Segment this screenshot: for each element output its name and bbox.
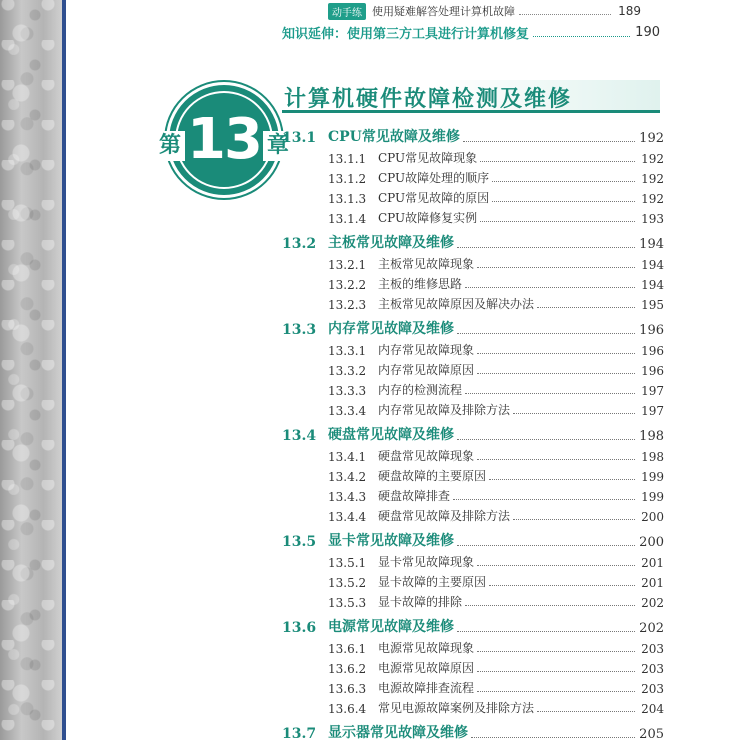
toc-subsection-row[interactable] xyxy=(282,570,664,590)
subsection-title: 内存常见故障及排除方法 xyxy=(378,403,511,417)
subsection-number: 13.4.3 xyxy=(328,490,367,504)
section-page: 194 xyxy=(639,237,664,252)
subsection-number: 13.4.4 xyxy=(328,510,367,524)
leader-dots xyxy=(513,519,635,520)
toc-section-row[interactable] xyxy=(282,418,664,444)
leader-dots xyxy=(465,287,635,288)
chapter-di-label: 第 xyxy=(155,131,185,161)
subsection-title: 硬盘常见故障及排除方法 xyxy=(378,509,511,523)
leader-dots xyxy=(477,565,635,566)
subsection-number: 13.2.1 xyxy=(328,258,367,272)
toc-subsection-row[interactable] xyxy=(282,398,664,418)
leader-dots xyxy=(465,393,635,394)
leader-dots xyxy=(489,479,635,480)
practice-text: 使用疑难解答处理计算机故障 xyxy=(372,5,515,18)
toc-subsection-row[interactable] xyxy=(282,338,664,358)
subsection-title: 硬盘故障排查 xyxy=(378,489,451,503)
leader-dots xyxy=(477,353,635,354)
leader-dots xyxy=(477,671,635,672)
chapter-badge xyxy=(158,82,289,198)
extension-entry xyxy=(282,22,660,42)
subsection-title: 主板常见故障现象 xyxy=(378,257,475,271)
subsection-number: 13.2.2 xyxy=(328,278,367,292)
toc-section-row[interactable] xyxy=(282,312,664,338)
subsection-number: 13.3.3 xyxy=(328,384,367,398)
subsection-number: 13.5.1 xyxy=(328,556,367,570)
section-page: 192 xyxy=(639,131,664,146)
subsection-title: 主板的维修思路 xyxy=(378,277,463,291)
section-page: 196 xyxy=(639,323,664,338)
toc-subsection-row[interactable] xyxy=(282,206,664,226)
extension-text: 知识延伸：使用第三方工具进行计算机修复 xyxy=(282,26,530,42)
toc-section-row[interactable] xyxy=(282,120,664,146)
toc-subsection-row[interactable] xyxy=(282,272,664,292)
toc-subsection-row[interactable] xyxy=(282,166,664,186)
chapter-zhang-label: 章 xyxy=(263,131,293,161)
subsection-page: 192 xyxy=(641,192,664,206)
leader-dots xyxy=(457,247,635,248)
section-title: CPU常见故障及维修 xyxy=(328,129,460,145)
section-number: 13.7 xyxy=(282,726,317,742)
subsection-page: 193 xyxy=(641,212,664,226)
subsection-title: 内存常见故障现象 xyxy=(378,343,475,357)
subsection-page: 197 xyxy=(641,384,664,398)
toc-subsection-row[interactable] xyxy=(282,186,664,206)
leader-dots xyxy=(471,737,635,738)
subsection-page: 201 xyxy=(641,576,664,590)
subsection-page: 192 xyxy=(641,152,664,166)
leader-dots xyxy=(457,333,635,334)
extension-page: 190 xyxy=(635,24,660,40)
subsection-title: 硬盘故障的主要原因 xyxy=(378,469,487,483)
subsection-page: 199 xyxy=(641,470,664,484)
chapter-number: 13 xyxy=(187,107,261,172)
subsection-page: 200 xyxy=(641,510,664,524)
section-number: 13.3 xyxy=(282,322,317,338)
section-number: 13.1 xyxy=(282,130,317,146)
subsection-number: 13.1.1 xyxy=(328,152,367,166)
subsection-number: 13.4.1 xyxy=(328,450,367,464)
leader-dots xyxy=(537,711,635,712)
leader-dots xyxy=(533,28,630,37)
section-title: 硬盘常见故障及维修 xyxy=(328,427,454,443)
section-page: 205 xyxy=(639,727,664,742)
toc-subsection-row[interactable] xyxy=(282,146,664,166)
practice-tag: 动手练 xyxy=(328,3,366,20)
leader-dots xyxy=(457,439,635,440)
section-title: 显示器常见故障及维修 xyxy=(328,725,468,741)
leader-dots xyxy=(477,459,635,460)
subsection-number: 13.3.1 xyxy=(328,344,367,358)
subsection-number: 13.6.4 xyxy=(328,702,367,716)
toc-section-row[interactable] xyxy=(282,610,664,636)
subsection-number: 13.2.3 xyxy=(328,298,367,312)
toc-section-row[interactable] xyxy=(282,524,664,550)
subsection-title: 内存常见故障原因 xyxy=(378,363,475,377)
leader-dots xyxy=(492,201,635,202)
toc-subsection-row[interactable] xyxy=(282,252,664,272)
spine-line xyxy=(62,0,66,740)
subsection-page: 195 xyxy=(641,298,664,312)
toc-subsection-row[interactable] xyxy=(282,550,664,570)
subsection-page: 201 xyxy=(641,556,664,570)
section-number: 13.5 xyxy=(282,534,317,550)
section-title: 主板常见故障及维修 xyxy=(328,235,454,251)
table-of-contents xyxy=(282,120,664,742)
toc-subsection-row[interactable] xyxy=(282,656,664,676)
leader-dots xyxy=(492,181,635,182)
toc-subsection-row[interactable] xyxy=(282,696,664,716)
toc-subsection-row[interactable] xyxy=(282,358,664,378)
toc-subsection-row[interactable] xyxy=(282,484,664,504)
subsection-title: 常见电源故障案例及排除方法 xyxy=(378,701,535,715)
leader-dots xyxy=(519,8,611,15)
leader-dots xyxy=(513,413,635,414)
leader-dots xyxy=(457,545,635,546)
leader-dots xyxy=(477,691,635,692)
subsection-title: CPU常见故障现象 xyxy=(378,151,478,165)
subsection-title: 内存的检测流程 xyxy=(378,383,463,397)
leader-dots xyxy=(480,161,635,162)
leader-dots xyxy=(489,585,635,586)
section-title: 内存常见故障及维修 xyxy=(328,321,454,337)
section-title: 显卡常见故障及维修 xyxy=(328,533,454,549)
subsection-page: 194 xyxy=(641,258,664,272)
toc-subsection-row[interactable] xyxy=(282,378,664,398)
subsection-page: 199 xyxy=(641,490,664,504)
toc-section-row[interactable] xyxy=(282,226,664,252)
section-number: 13.4 xyxy=(282,428,317,444)
subsection-page: 203 xyxy=(641,682,664,696)
subsection-number: 13.6.1 xyxy=(328,642,367,656)
section-page: 198 xyxy=(639,429,664,444)
subsection-page: 204 xyxy=(641,702,664,716)
subsection-title: 显卡故障的排除 xyxy=(378,595,463,609)
toc-subsection-row[interactable] xyxy=(282,676,664,696)
leader-dots xyxy=(480,221,635,222)
subsection-number: 13.1.3 xyxy=(328,192,367,206)
subsection-number: 13.3.4 xyxy=(328,404,367,418)
subsection-title: 硬盘常见故障现象 xyxy=(378,449,475,463)
subsection-title: 电源常见故障现象 xyxy=(378,641,475,655)
subsection-page: 198 xyxy=(641,450,664,464)
toc-section-row[interactable] xyxy=(282,716,664,742)
subsection-page: 203 xyxy=(641,642,664,656)
subsection-title: CPU常见故障的原因 xyxy=(378,191,490,205)
section-number: 13.2 xyxy=(282,236,317,252)
section-page: 202 xyxy=(639,621,664,636)
subsection-number: 13.5.2 xyxy=(328,576,367,590)
subsection-title: 显卡常见故障现象 xyxy=(378,555,475,569)
subsection-title: 电源故障排查流程 xyxy=(378,681,475,695)
subsection-page: 192 xyxy=(641,172,664,186)
subsection-title: CPU故障处理的顺序 xyxy=(378,171,490,185)
leader-dots xyxy=(453,499,635,500)
subsection-number: 13.4.2 xyxy=(328,470,367,484)
leader-dots xyxy=(477,373,635,374)
subsection-page: 194 xyxy=(641,278,664,292)
leader-dots xyxy=(457,631,635,632)
subsection-page: 196 xyxy=(641,364,664,378)
toc-subsection-row[interactable] xyxy=(282,444,664,464)
subsection-page: 203 xyxy=(641,662,664,676)
leader-dots xyxy=(463,141,635,142)
toc-subsection-row[interactable] xyxy=(282,464,664,484)
section-title: 电源常见故障及维修 xyxy=(328,619,454,635)
subsection-page: 197 xyxy=(641,404,664,418)
subsection-number: 13.3.2 xyxy=(328,364,367,378)
subsection-title: 主板常见故障原因及解决办法 xyxy=(378,297,535,311)
leader-dots xyxy=(477,651,635,652)
subsection-number: 13.1.2 xyxy=(328,172,367,186)
practice-page: 189 xyxy=(618,4,641,18)
subsection-number: 13.5.3 xyxy=(328,596,367,610)
chapter-title: 计算机硬件故障检测及维修 xyxy=(284,87,573,112)
section-number: 13.6 xyxy=(282,620,317,636)
toc-subsection-row[interactable] xyxy=(282,292,664,312)
subsection-title: 电源常见故障原因 xyxy=(378,661,475,675)
leader-dots xyxy=(477,267,635,268)
practice-entry xyxy=(328,2,641,20)
subsection-number: 13.1.4 xyxy=(328,212,367,226)
leader-dots xyxy=(537,307,635,308)
leader-dots xyxy=(465,605,635,606)
section-page: 200 xyxy=(639,535,664,550)
subsection-page: 202 xyxy=(641,596,664,610)
subsection-title: CPU故障修复实例 xyxy=(378,211,478,225)
subsection-title: 显卡故障的主要原因 xyxy=(378,575,487,589)
toc-subsection-row[interactable] xyxy=(282,590,664,610)
subsection-number: 13.6.3 xyxy=(328,682,367,696)
toc-subsection-row[interactable] xyxy=(282,636,664,656)
page-edge-texture xyxy=(0,0,62,740)
toc-subsection-row[interactable] xyxy=(282,504,664,524)
subsection-page: 196 xyxy=(641,344,664,358)
subsection-number: 13.6.2 xyxy=(328,662,367,676)
